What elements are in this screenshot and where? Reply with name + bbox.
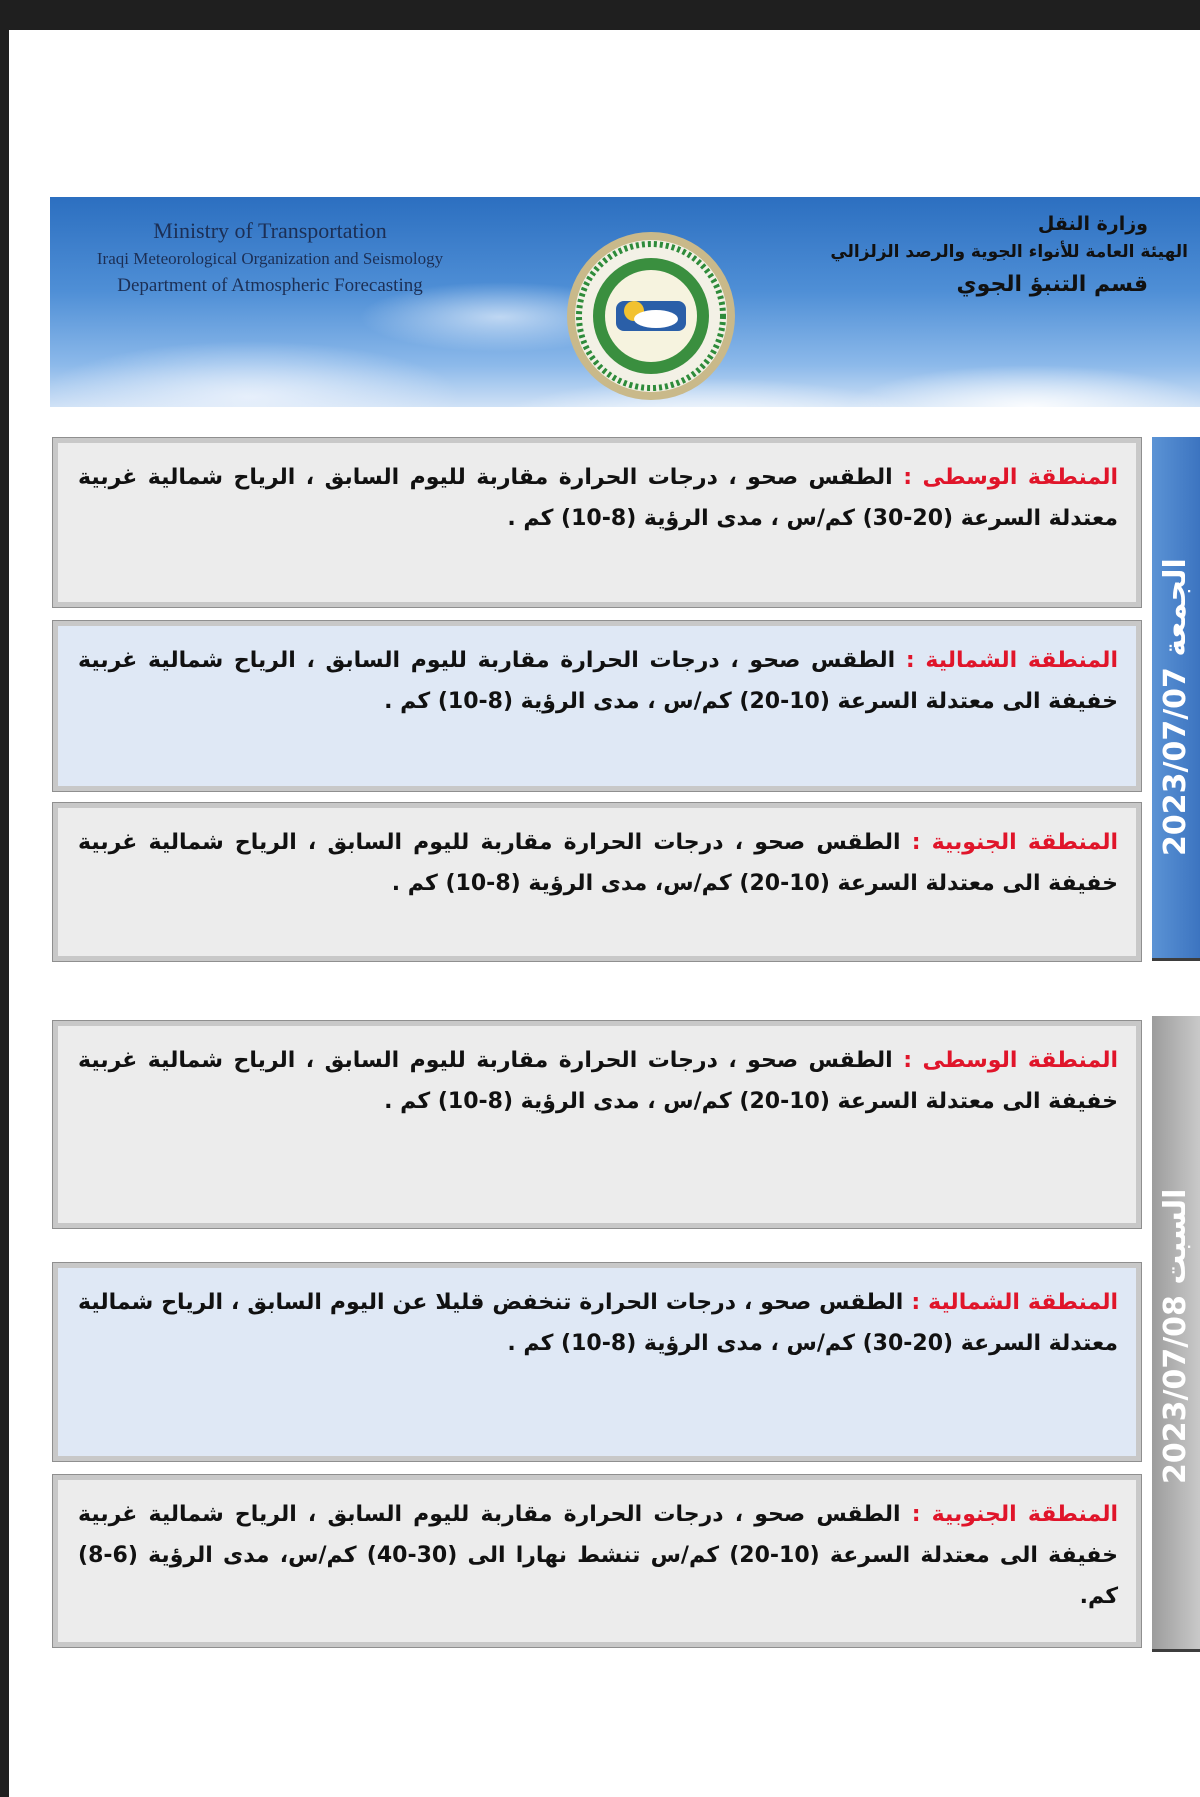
forecast-text: المنطقة الجنوبية : الطقس صحو ، درجات الحرارة مقاربة لليوم السابق ، الرياح شمالية غربية خفيفة الى معتدلة السرعة (10-20) كم/س، مدى الرؤية (8-10) كم . (78, 830, 1119, 896)
region-label: المنطقة الشمالية (928, 1290, 1119, 1315)
forecast-text: المنطقة الوسطى : الطقس صحو ، درجات الحرارة مقاربة لليوم السابق ، الرياح شمالية غربية خفيفة الى معتدلة السرعة (10-20) كم/س ، مدى الرؤية (8-10) كم . (78, 1048, 1118, 1114)
forecast-text: المنطقة الوسطى : الطقس صحو ، درجات الحرارة مقاربة لليوم السابق ، الرياح شمالية غربية معتدلة السرعة (20-30) كم/س ، مدى الرؤية (8-10) كم . (78, 465, 1118, 531)
forecast-day2-south (52, 1474, 1142, 1648)
ministry-name-en: Ministry of Transportation (153, 218, 387, 243)
region-label: المنطقة الجنوبية (931, 1502, 1119, 1527)
forecast-body: الطقس صحو ، درجات الحرارة مقاربة لليوم السابق ، الرياح شمالية غربية معتدلة السرعة (20-30) كم/س ، مدى الرؤية (8-10) كم . (78, 465, 1118, 531)
forecast-text: المنطقة الشمالية : الطقس صحو ، درجات الحرارة تنخفض قليلا عن اليوم السابق ، الرياح شمالية معتدلة السرعة (20-30) كم/س ، مدى الرؤية (8-10) كم . (78, 1290, 1119, 1356)
day1-divider (1152, 958, 1200, 961)
forecast-day1-south (52, 802, 1142, 962)
day2-divider (1152, 1649, 1200, 1652)
region-label: المنطقة الوسطى (922, 465, 1118, 490)
forecast-body: الطقس صحو ، درجات الحرارة مقاربة لليوم السابق ، الرياح شمالية غربية خفيفة الى معتدلة السرعة (10-20) كم/س ، مدى الرؤية (8-10) كم . (78, 648, 1118, 714)
arabic-header (828, 209, 1188, 302)
day2-date-label: السبت 2023/07/08 (1158, 1188, 1193, 1484)
forecast-body: الطقس صحو ، درجات الحرارة مقاربة لليوم السابق ، الرياح شمالية غربية خفيفة الى معتدلة السرعة (10-20) كم/س تنشط نهارا الى (30-40) كم/س، مدى الرؤية (6-8) كم. (78, 1502, 1119, 1609)
english-header (60, 215, 480, 299)
department-name-ar: قسم التنبؤ الجوي (956, 271, 1148, 297)
region-label: المنطقة الشمالية (925, 648, 1118, 673)
ministry-name-ar: وزارة النقل (1037, 213, 1148, 235)
forecast-body: الطقس صحو ، درجات الحرارة مقاربة لليوم السابق ، الرياح شمالية غربية خفيفة الى معتدلة السرعة (10-20) كم/س، مدى الرؤية (8-10) كم . (78, 830, 1118, 896)
region-label: المنطقة الجنوبية (931, 830, 1119, 855)
forecast-body: الطقس صحو ، درجات الحرارة تنخفض قليلا عن اليوم السابق ، الرياح شمالية معتدلة السرعة (20-30) كم/س ، مدى الرؤية (8-10) كم . (78, 1290, 1118, 1356)
region-label: المنطقة الوسطى (922, 1048, 1118, 1073)
logo-cloud-icon (634, 310, 678, 328)
top-frame-bar (0, 0, 1200, 30)
forecast-day1-central (52, 437, 1142, 608)
forecast-body: الطقس صحو ، درجات الحرارة مقاربة لليوم السابق ، الرياح شمالية غربية خفيفة الى معتدلة السرعة (10-20) كم/س ، مدى الرؤية (8-10) كم . (78, 1048, 1118, 1114)
forecast-text: المنطقة الشمالية : الطقس صحو ، درجات الحرارة مقاربة لليوم السابق ، الرياح شمالية غربية خفيفة الى معتدلة السرعة (10-20) كم/س ، مدى الرؤية (8-10) كم . (78, 648, 1118, 714)
day1-date-sidebar (1152, 437, 1200, 958)
day2-date-sidebar (1152, 1016, 1200, 1649)
organization-logo-icon (564, 229, 738, 403)
organization-name-ar: الهيئة العامة للأنواء الجوية والرصد الزلزالي (830, 242, 1188, 263)
forecast-day2-central (52, 1020, 1142, 1229)
forecast-day1-north (52, 620, 1142, 792)
header-banner (50, 197, 1200, 407)
organization-name-en: Iraqi Meteorological Organization and Seismology (96, 248, 444, 268)
left-frame-bar (0, 30, 9, 1797)
department-name-en: Department of Atmospheric Forecasting (117, 274, 423, 296)
forecast-day2-north (52, 1262, 1142, 1462)
day1-date-label: الجمعة 2023/07/07 (1158, 558, 1193, 856)
forecast-text: المنطقة الجنوبية : الطقس صحو ، درجات الحرارة مقاربة لليوم السابق ، الرياح شمالية غربية خفيفة الى معتدلة السرعة (10-20) كم/س تنشط نهارا الى (30-40) كم/س، مدى الرؤية (6-8) كم. (78, 1502, 1119, 1609)
